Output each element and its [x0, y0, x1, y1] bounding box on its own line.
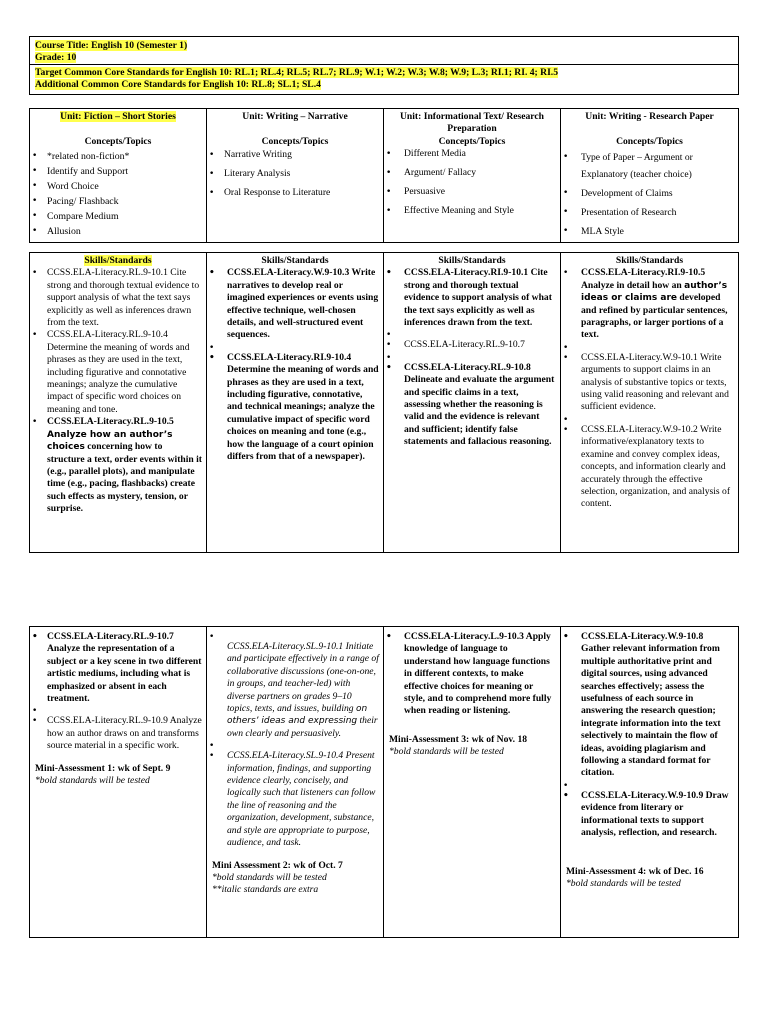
list-item: • CCSS.ELA-Literacy.RL.9-10.1 Cite strong and thorough textual evidence to support analysis of what the text says explicitly as well as inferences drawn from the text. — [30, 267, 202, 329]
list-item: • CCSS.ELA-Literacy.W.9-10.9 Draw evidence from literary or informational texts to support analysis, reflection, and research. — [561, 790, 734, 840]
unit-column-2 — [207, 109, 383, 199]
spacer — [384, 329, 556, 339]
list-item: • CCSS.ELA-Literacy.RL.9-10.7 Analyze the representation of a subject or a key scene in two different artistic mediums, including what is emphasized or absent in each treatment. — [30, 631, 202, 705]
list-item: • Persuasive — [384, 186, 560, 198]
list-item: • CCSS.ELA-Literacy.W.9-10.1 Write arguments to support claims in an analysis of substantive topics or texts, using valid reasoning and relevant and sufficient evidence. — [561, 352, 734, 414]
list-item: • CCSS.ELA-Literacy.RL.9-10.8 Delineate and evaluate the argument and specific claims in a text, assessing whether the reasoning is valid and the evidence is relevant and sufficient; identify false statements and fallacious reasoning. — [384, 362, 556, 449]
standard-text: CCSS.ELA-Literacy.RI.9-10.5 Analyze in detail how an — [581, 267, 706, 291]
standards-list — [384, 631, 560, 718]
additional-standards: Additional Common Core Standards for English 10: RL.8; SL.1; SL.4 — [35, 79, 321, 91]
list-item: • Pacing/ Flashback — [30, 194, 206, 209]
concepts-list — [207, 149, 383, 199]
unit-title: Unit: Fiction – Short Stories — [60, 111, 176, 122]
assessments-table — [29, 626, 739, 938]
list-item: • Word Choice — [30, 179, 206, 194]
course-grade: Grade: 10 — [35, 52, 77, 64]
list-item: • Argument/ Fallacy — [384, 167, 560, 179]
skills-column-3 — [384, 255, 560, 449]
course-info — [35, 40, 187, 65]
assessment-note: *bold standards will be tested — [212, 871, 327, 883]
standard-text: CCSS.ELA-Literacy.SL.9-10.1 Initiate and participate effectively in a range of collaborative discussions (one-on-one, in groups, and teacher-led) with diverse partners on grades 9–10 topics, texts, and issues, building — [227, 641, 379, 715]
skills-column-2 — [207, 255, 383, 464]
spacer — [561, 342, 734, 352]
skills-heading: Skills/Standards — [84, 255, 152, 266]
list-item: • CCSS.ELA-Literacy.L.9-10.3 Apply knowledge of language to understand how language functions in different contexts, to make effective choices for meaning or style, and to comprehend more fully when reading or listening. — [384, 631, 556, 718]
lower-column-4 — [561, 631, 738, 890]
skills-column-1 — [30, 255, 206, 516]
spacer — [561, 414, 734, 424]
spacer — [384, 352, 556, 362]
list-item: • Effective Meaning and Style — [384, 205, 560, 217]
standards-list — [561, 267, 738, 510]
course-title: Course Title: English 10 (Semester 1) — [35, 40, 188, 51]
spacer — [30, 705, 202, 715]
skills-heading: Skills/Standards — [261, 255, 329, 266]
concepts-heading: Concepts/Topics — [438, 135, 506, 147]
list-item: • Narrative Writing — [207, 149, 383, 161]
skills-heading: Skills/Standards — [438, 255, 506, 266]
standards-list — [30, 631, 206, 753]
lower-column-1 — [30, 631, 206, 787]
list-item: • CCSS.ELA-Literacy.W.9-10.8 Gather relevant information from multiple authoritative print and digital sources, using advanced searches effectively; assess the usefulness of each source in answering the research question; integrate information into the text selectively to maintain the flow of ideas, avoiding plagiarism and following a standard format for citation. — [561, 631, 734, 780]
standards-list — [561, 631, 738, 840]
list-item — [207, 631, 379, 740]
mini-assessment-3: Mini-Assessment 3: wk of Nov. 18 — [389, 733, 528, 745]
list-item: • Oral Response to Literature — [207, 187, 383, 199]
standards-info — [35, 67, 735, 92]
list-item: • Development of Claims — [561, 185, 738, 202]
target-standards: Target Common Core Standards for English 10: RL.1; RL.4; RL.5; RL.7; RL.9; W.1; W.2; W.3; W.8; W.9; L.3; RI.1; RI. 4; RI.5 — [35, 67, 559, 78]
list-item — [561, 267, 734, 341]
concepts-heading: Concepts/Topics — [616, 136, 683, 148]
mini-assessment-4: Mini-Assessment 4: wk of Dec. 16 — [566, 865, 704, 877]
unit-title: Unit: Writing - Research Paper — [585, 111, 714, 122]
list-item: • CCSS.ELA-Literacy.RI.9-10.1 Cite strong and thorough textual evidence to support analysis of what the text says explicitly as well as inferences drawn from the text. — [384, 267, 556, 329]
standards-list — [207, 267, 383, 463]
list-item: • Identify and Support — [30, 164, 206, 179]
handwritten-text: on others’ ideas and expressing — [227, 704, 368, 727]
unit-column-4 — [561, 109, 738, 240]
unit-title: Unit: Informational Text/ Research Preparation — [400, 111, 544, 135]
spacer — [207, 342, 379, 352]
list-item: • Different Media — [384, 148, 560, 160]
list-item: • Type of Paper – Argument or Explanatory (teacher choice) — [561, 149, 738, 183]
mini-assessment-1: Mini-Assessment 1: wk of Sept. 9 — [35, 762, 171, 774]
list-item: • Presentation of Research — [561, 204, 738, 221]
list-item: • CCSS.ELA-Literacy.RL.9-10.4 Determine the meaning of words and phrases as they are used in the text, including figurative and connotative meanings; analyze the cumulative impact of specific word choices on meaning and tone. — [30, 329, 202, 416]
spacer — [207, 740, 379, 750]
unit-column-3 — [384, 109, 560, 217]
skills-column-4 — [561, 255, 738, 511]
lower-column-2 — [207, 631, 383, 897]
skills-table — [29, 252, 739, 553]
list-item: • CCSS.ELA-Literacy.SL.9-10.4 Present information, findings, and supporting evidence clearly, concisely, and logically such that listeners can follow the line of reasoning and the organization, development, substance, and style are appropriate to purpose, audience, and task. — [207, 750, 379, 849]
concepts-list — [384, 148, 560, 217]
unit-title: Unit: Writing – Narrative — [242, 111, 348, 122]
list-item: • CCSS.ELA-Literacy.W.9-10.2 Write informative/explanatory texts to examine and convey complex ideas, concepts, and information clearly and accurately through the effective selection, organization, and analysis of content. — [561, 424, 734, 511]
concepts-heading: Concepts/Topics — [84, 136, 152, 148]
list-item — [30, 416, 202, 515]
course-header-box — [29, 36, 739, 95]
standard-text: concerning how to structure a text, order events within it (e.g., parallel plots), and manipulate time (e.g., pacing, flashbacks) create such effects as mystery, tension, or surprise. — [47, 441, 202, 515]
list-item: • CCSS.ELA-Literacy.W.9-10.3 Write narratives to develop real or imagined experiences or events using effective technique, well-chosen details, and well-structured event sequences. — [207, 267, 379, 341]
lower-column-3 — [384, 631, 560, 759]
assessment-note: *bold standards will be tested — [35, 775, 150, 787]
list-item: • *related non-fiction* — [30, 149, 206, 164]
list-item: • MLA Style — [561, 223, 738, 240]
standards-list — [207, 631, 383, 850]
list-item: • CCSS.ELA-Literacy.RI.9-10.4 Determine the meaning of words and phrases as they are used in a text, including figurative, connotative, and technical meanings; analyze the cumulative impact of specific word choices on meaning and tone (e.g., how the language of a court opinion differs from that of a newspaper). — [207, 352, 379, 464]
list-item: • CCSS.ELA-Literacy.RL.9-10.9 Analyze how an author draws on and transforms source material in a specific work. — [30, 715, 202, 752]
spacer — [561, 780, 734, 790]
unit-column-1 — [30, 109, 206, 239]
units-table — [29, 108, 739, 243]
concepts-list — [30, 149, 206, 239]
concepts-list — [561, 149, 738, 240]
skills-heading: Skills/Standards — [615, 255, 684, 266]
assessment-note: **italic standards are extra — [212, 884, 319, 896]
handwritten-text: Analyze how an author’s choices — [47, 429, 173, 453]
standard-text: developed and refined by particular sentences, paragraphs, or larger portions of a text. — [581, 292, 728, 341]
list-item: • CCSS.ELA-Literacy.RL.9-10.7 — [384, 339, 556, 351]
assessment-note: *bold standards will be tested — [389, 746, 504, 758]
standards-list — [384, 267, 560, 448]
standards-list — [30, 267, 206, 515]
list-item: • Compare Medium — [30, 209, 206, 224]
mini-assessment-2: Mini Assessment 2: wk of Oct. 7 — [212, 859, 343, 871]
assessment-note: *bold standards will be tested — [566, 877, 681, 889]
handwritten-text: author’s ideas or claims are — [581, 280, 728, 304]
standard-text: their own clearly and persuasively. — [227, 715, 378, 739]
list-item: • Literary Analysis — [207, 168, 383, 180]
concepts-heading: Concepts/Topics — [261, 136, 329, 148]
standard-code: CCSS.ELA-Literacy.RL.9-10.5 — [47, 416, 174, 428]
list-item: • Allusion — [30, 224, 206, 239]
